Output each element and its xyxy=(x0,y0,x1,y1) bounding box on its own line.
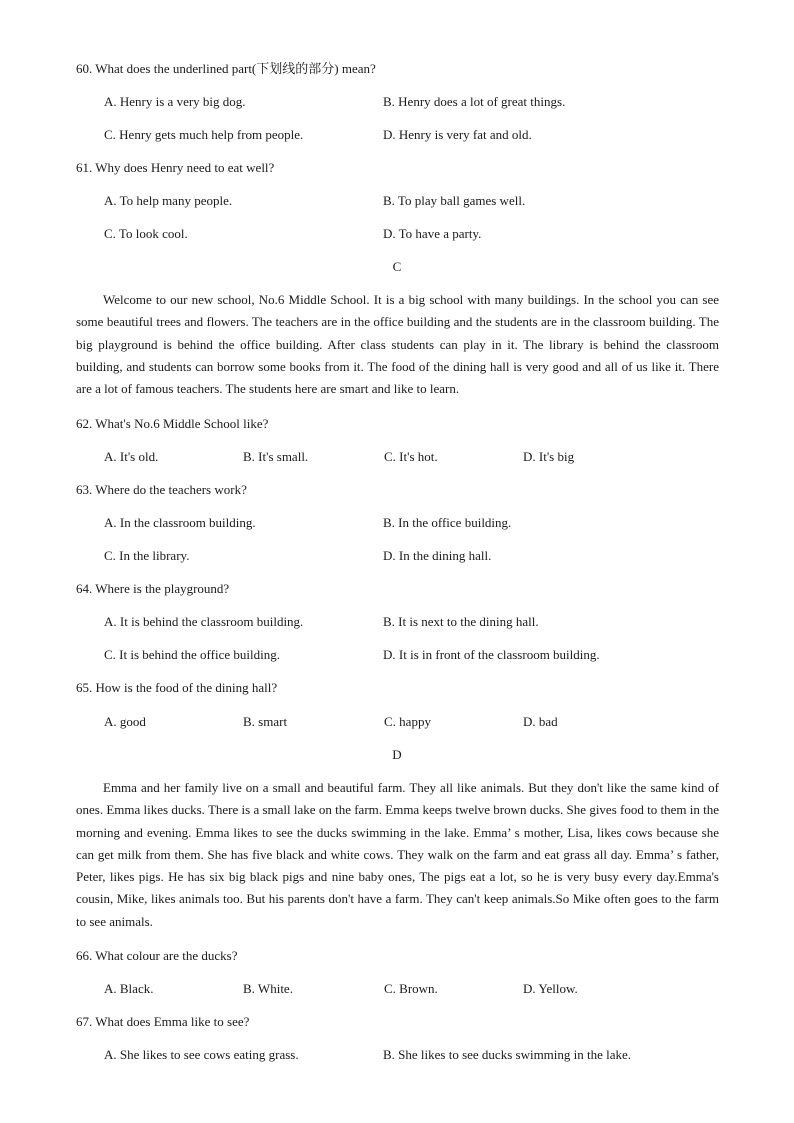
q61-option-d: D. To have a party. xyxy=(383,226,482,241)
q66-option-b: B. White. xyxy=(243,981,293,996)
q60-option-b: B. Henry does a lot of great things. xyxy=(383,94,566,109)
q67-option-a: A. She likes to see cows eating grass. xyxy=(104,1047,299,1062)
q62-option-c: C. It's hot. xyxy=(384,449,438,464)
q66-option-d: D. Yellow. xyxy=(523,981,578,996)
question-65: 65. How is the food of the dining hall? xyxy=(76,680,278,695)
q61-option-a: A. To help many people. xyxy=(104,193,233,208)
q65-option-a: A. good xyxy=(104,714,146,729)
section-c-passage: Welcome to our new school, No.6 Middle School. It is a big school with many buildings. In the school you can see some beautiful trees and flowers. The teachers are in the office building and the students are in the classroom building. The big playground is behind the office building. After class students can play in it. The library is behind the classroom building, and students can borrow some books from it. The food of the dining hall is very good and all of us like it. There are a lot of famous teachers. The students here are smart and like to learn. xyxy=(76,292,719,397)
q65-option-b: B. smart xyxy=(243,714,288,729)
question-63: 63. Where do the teachers work? xyxy=(76,482,247,497)
section-d-title: D xyxy=(392,747,402,762)
q63-option-c: C. In the library. xyxy=(104,548,190,563)
q62-option-a: A. It's old. xyxy=(104,449,159,464)
q66-option-c: C. Brown. xyxy=(384,981,438,996)
q66-option-a: A. Black. xyxy=(104,981,154,996)
q63-option-d: D. In the dining hall. xyxy=(383,548,492,563)
q64-option-d: D. It is in front of the classroom building. xyxy=(383,647,600,662)
question-61: 61. Why does Henry need to eat well? xyxy=(76,160,275,175)
q67-option-b: B. She likes to see ducks swimming in the lake. xyxy=(383,1047,632,1062)
q62-option-b: B. It's small. xyxy=(243,449,309,464)
q61-option-c: C. To look cool. xyxy=(104,226,188,241)
q60-option-a: A. Henry is a very big dog. xyxy=(104,94,246,109)
q63-option-a: A. In the classroom building. xyxy=(104,515,256,530)
q64-option-b: B. It is next to the dining hall. xyxy=(383,614,539,629)
q60-option-c: C. Henry gets much help from people. xyxy=(104,127,304,142)
question-62: 62. What's No.6 Middle School like? xyxy=(76,416,269,431)
q65-option-c: C. happy xyxy=(384,714,431,729)
question-67: 67. What does Emma like to see? xyxy=(76,1014,250,1029)
q64-option-c: C. It is behind the office building. xyxy=(104,647,280,662)
question-66: 66. What colour are the ducks? xyxy=(76,948,238,963)
q64-option-a: A. It is behind the classroom building. xyxy=(104,614,304,629)
section-d-passage: Emma and her family live on a small and beautiful farm. They all like animals. But they don't like the same kind of ones. Emma likes ducks. There is a small lake on the farm. Emma keeps twelve brown ducks. She gives food to them in the morning and evening. Emma likes to see the ducks swimming in the lake. Emma’ s mother, Lisa, likes cows because she can get milk from them. She has five black and white cows. They walk on the farm and eat grass all day. Emma’ s father, Peter, likes pigs. He has six big black pigs and nine baby ones, The pigs eat a lot, so he is very busy every day.Emma's cousin, Mike, likes animals too. But his parents don't have a farm. They can't keep animals.So Mike often goes to the farm to see animals. xyxy=(76,780,719,929)
section-c-title: C xyxy=(392,259,402,274)
q65-option-d: D. bad xyxy=(523,714,558,729)
q60-option-d: D. Henry is very fat and old. xyxy=(383,127,532,142)
question-64: 64. Where is the playground? xyxy=(76,581,230,596)
question-60: 60. What does the underlined part(下划线的部分) mean? xyxy=(76,61,376,76)
q61-option-b: B. To play ball games well. xyxy=(383,193,526,208)
q63-option-b: B. In the office building. xyxy=(383,515,512,530)
q62-option-d: D. It's big xyxy=(523,449,575,464)
